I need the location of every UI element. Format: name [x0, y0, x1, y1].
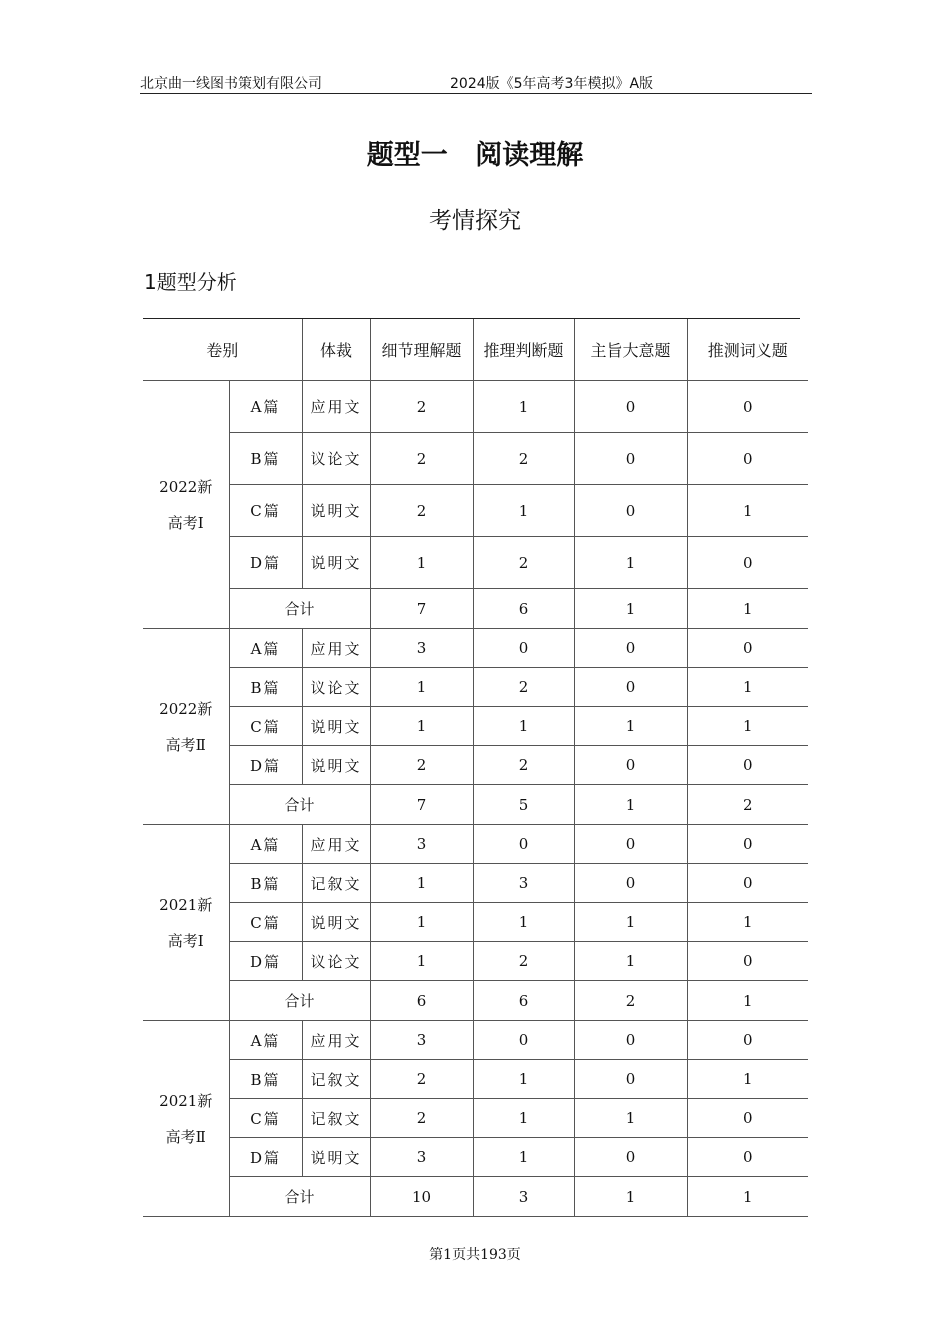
subtitle: 考情探究 — [429, 208, 521, 234]
count-cell: 1 — [473, 1099, 574, 1138]
section-heading: 1题型分析 — [144, 270, 237, 294]
passage-cell: A篇 — [229, 629, 302, 668]
count-cell: 0 — [574, 381, 687, 433]
exam-volume-cell — [143, 825, 229, 1021]
count-cell: 1 — [473, 903, 574, 942]
column-header: 推理判断题 — [473, 319, 574, 381]
total-count-cell: 2 — [574, 981, 687, 1021]
column-header: 细节理解题 — [370, 319, 473, 381]
exam-volume-name: 高考Ⅰ — [167, 931, 204, 950]
passage-cell: B篇 — [229, 1060, 302, 1099]
count-cell: 0 — [687, 864, 808, 903]
publisher-name: 北京曲一线图书策划有限公司 — [140, 76, 322, 92]
total-row — [143, 589, 808, 629]
passage-cell: C篇 — [229, 707, 302, 746]
count-cell: 2 — [473, 668, 574, 707]
table-row — [143, 903, 808, 942]
count-cell: 0 — [473, 825, 574, 864]
genre-cell: 说明文 — [302, 1138, 370, 1177]
count-cell: 0 — [473, 1021, 574, 1060]
count-cell: 2 — [370, 1099, 473, 1138]
genre-cell: 应用文 — [302, 629, 370, 668]
count-cell: 1 — [574, 537, 687, 589]
total-count-cell: 7 — [370, 785, 473, 825]
passage-cell: B篇 — [229, 668, 302, 707]
table-row — [143, 381, 808, 433]
question-type-table — [143, 319, 808, 1217]
count-cell: 1 — [473, 381, 574, 433]
count-cell: 0 — [687, 942, 808, 981]
count-cell: 2 — [473, 942, 574, 981]
count-cell: 0 — [687, 537, 808, 589]
exam-volume-cell — [143, 381, 229, 629]
count-cell: 0 — [687, 1138, 808, 1177]
total-row — [143, 785, 808, 825]
count-cell: 2 — [370, 1060, 473, 1099]
count-cell: 1 — [687, 485, 808, 537]
count-cell: 1 — [370, 707, 473, 746]
exam-volume-name: 高考Ⅱ — [165, 1127, 206, 1146]
count-cell: 0 — [574, 433, 687, 485]
total-count-cell: 7 — [370, 589, 473, 629]
count-cell: 1 — [473, 707, 574, 746]
table-row — [143, 1060, 808, 1099]
table-row — [143, 537, 808, 589]
column-header: 主旨大意题 — [574, 319, 687, 381]
count-cell: 1 — [574, 942, 687, 981]
count-cell: 0 — [473, 629, 574, 668]
genre-cell: 记叙文 — [302, 1099, 370, 1138]
table-row — [143, 1099, 808, 1138]
page-number: 第1页共193页 — [429, 1247, 521, 1263]
count-cell: 0 — [687, 746, 808, 785]
count-cell: 1 — [473, 485, 574, 537]
table-row — [143, 485, 808, 537]
passage-cell: B篇 — [229, 433, 302, 485]
count-cell: 3 — [473, 864, 574, 903]
genre-cell: 应用文 — [302, 381, 370, 433]
table-row — [143, 629, 808, 668]
column-header: 推测词义题 — [687, 319, 808, 381]
total-row — [143, 1177, 808, 1217]
count-cell: 1 — [574, 707, 687, 746]
genre-cell: 记叙文 — [302, 864, 370, 903]
exam-volume-name: 高考Ⅰ — [167, 513, 204, 532]
total-label: 合计 — [229, 589, 370, 629]
count-cell: 1 — [370, 537, 473, 589]
count-cell: 1 — [574, 903, 687, 942]
title-part-1: 题型一 — [366, 140, 448, 171]
passage-cell: C篇 — [229, 1099, 302, 1138]
count-cell: 2 — [370, 485, 473, 537]
exam-volume-year: 2021新 — [159, 895, 213, 914]
genre-cell: 议论文 — [302, 942, 370, 981]
total-count-cell: 6 — [473, 981, 574, 1021]
count-cell: 0 — [687, 381, 808, 433]
passage-cell: D篇 — [229, 942, 302, 981]
genre-cell: 记叙文 — [302, 1060, 370, 1099]
count-cell: 0 — [574, 746, 687, 785]
count-cell: 0 — [687, 825, 808, 864]
passage-cell: D篇 — [229, 537, 302, 589]
genre-cell: 说明文 — [302, 537, 370, 589]
table-row — [143, 1021, 808, 1060]
passage-cell: A篇 — [229, 1021, 302, 1060]
total-label: 合计 — [229, 785, 370, 825]
exam-volume-cell — [143, 629, 229, 825]
exam-volume-year: 2022新 — [159, 699, 213, 718]
table-row — [143, 668, 808, 707]
column-header: 卷别 — [143, 319, 302, 381]
table-row — [143, 707, 808, 746]
total-count-cell: 2 — [687, 785, 808, 825]
count-cell: 0 — [687, 629, 808, 668]
genre-cell: 说明文 — [302, 485, 370, 537]
count-cell: 0 — [687, 433, 808, 485]
count-cell: 1 — [574, 1099, 687, 1138]
count-cell: 2 — [370, 746, 473, 785]
page-header — [140, 72, 812, 94]
exam-volume-year: 2021新 — [159, 1091, 213, 1110]
total-count-cell: 1 — [574, 1177, 687, 1217]
genre-cell: 说明文 — [302, 903, 370, 942]
total-row — [143, 981, 808, 1021]
genre-cell: 议论文 — [302, 433, 370, 485]
count-cell: 0 — [574, 485, 687, 537]
count-cell: 1 — [687, 1060, 808, 1099]
count-cell: 1 — [473, 1138, 574, 1177]
total-count-cell: 1 — [574, 785, 687, 825]
book-edition: 2024版《5年高考3年模拟》A版 — [450, 76, 654, 92]
title-part-2: 阅读理解 — [475, 140, 584, 171]
count-cell: 3 — [370, 1021, 473, 1060]
genre-cell: 议论文 — [302, 668, 370, 707]
passage-cell: C篇 — [229, 903, 302, 942]
passage-cell: B篇 — [229, 864, 302, 903]
table-row — [143, 942, 808, 981]
count-cell: 2 — [473, 537, 574, 589]
count-cell: 1 — [370, 668, 473, 707]
count-cell: 0 — [574, 825, 687, 864]
count-cell: 1 — [687, 668, 808, 707]
count-cell: 1 — [473, 1060, 574, 1099]
count-cell: 0 — [687, 1021, 808, 1060]
total-label: 合计 — [229, 981, 370, 1021]
count-cell: 1 — [687, 707, 808, 746]
total-count-cell: 1 — [687, 589, 808, 629]
count-cell: 2 — [370, 433, 473, 485]
page-title — [0, 133, 950, 172]
total-count-cell: 6 — [473, 589, 574, 629]
count-cell: 0 — [574, 668, 687, 707]
exam-volume-year: 2022新 — [159, 477, 213, 496]
table-row — [143, 433, 808, 485]
total-count-cell: 1 — [687, 981, 808, 1021]
table-row — [143, 825, 808, 864]
total-label: 合计 — [229, 1177, 370, 1217]
count-cell: 2 — [473, 746, 574, 785]
count-cell: 1 — [370, 864, 473, 903]
table-row — [143, 864, 808, 903]
passage-cell: A篇 — [229, 825, 302, 864]
total-count-cell: 10 — [370, 1177, 473, 1217]
column-header: 体裁 — [302, 319, 370, 381]
passage-cell: C篇 — [229, 485, 302, 537]
passage-cell: D篇 — [229, 746, 302, 785]
count-cell: 2 — [473, 433, 574, 485]
table-row — [143, 746, 808, 785]
count-cell: 1 — [687, 903, 808, 942]
table-header-row — [143, 319, 808, 381]
count-cell: 2 — [370, 381, 473, 433]
total-count-cell: 6 — [370, 981, 473, 1021]
count-cell: 1 — [370, 903, 473, 942]
count-cell: 3 — [370, 1138, 473, 1177]
genre-cell: 应用文 — [302, 825, 370, 864]
count-cell: 1 — [370, 942, 473, 981]
genre-cell: 应用文 — [302, 1021, 370, 1060]
count-cell: 0 — [687, 1099, 808, 1138]
count-cell: 0 — [574, 1138, 687, 1177]
table-row — [143, 1138, 808, 1177]
total-count-cell: 3 — [473, 1177, 574, 1217]
passage-cell: A篇 — [229, 381, 302, 433]
count-cell: 0 — [574, 1060, 687, 1099]
count-cell: 3 — [370, 629, 473, 668]
passage-cell: D篇 — [229, 1138, 302, 1177]
genre-cell: 说明文 — [302, 746, 370, 785]
total-count-cell: 1 — [687, 1177, 808, 1217]
total-count-cell: 5 — [473, 785, 574, 825]
count-cell: 0 — [574, 1021, 687, 1060]
genre-cell: 说明文 — [302, 707, 370, 746]
count-cell: 0 — [574, 629, 687, 668]
total-count-cell: 1 — [574, 589, 687, 629]
count-cell: 3 — [370, 825, 473, 864]
count-cell: 0 — [574, 864, 687, 903]
exam-volume-name: 高考Ⅱ — [165, 735, 206, 754]
exam-volume-cell — [143, 1021, 229, 1217]
